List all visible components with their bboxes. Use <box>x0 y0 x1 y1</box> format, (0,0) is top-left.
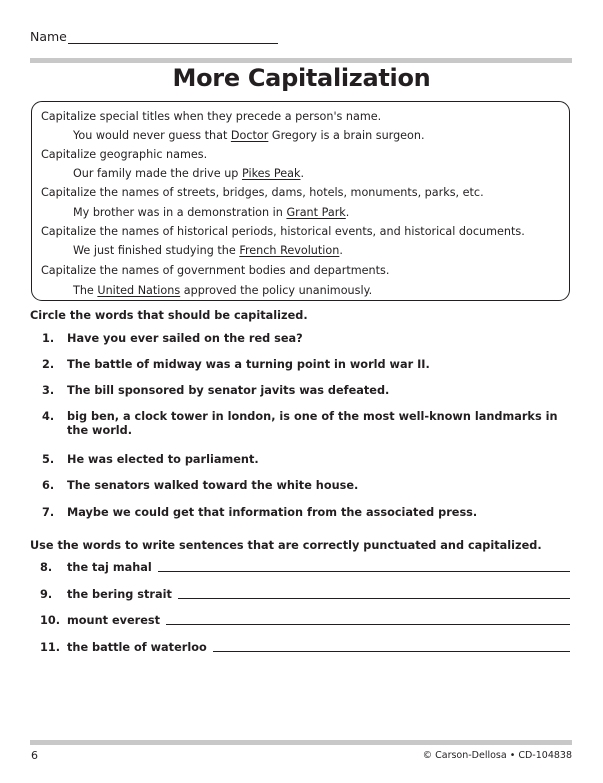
answer-blank-line[interactable] <box>213 650 570 652</box>
item-sentence[interactable]: He was elected to parliament. <box>67 453 259 466</box>
name-label: Name <box>30 29 67 44</box>
answer-blank-line[interactable] <box>178 597 570 599</box>
text-segment: Capitalize special titles when they precede a person's name. <box>41 110 382 123</box>
rule-text <box>41 110 381 123</box>
item-sentence[interactable]: Have you ever sailed on the red sea? <box>67 332 303 345</box>
text-segment: You would never guess that <box>73 129 231 142</box>
write-sentence-item <box>30 585 570 601</box>
item-sentence[interactable]: Maybe we could get that information from the associated press. <box>67 506 478 519</box>
section1-instruction: Circle the words that should be capitalized. <box>30 309 308 322</box>
write-sentence-item <box>30 558 570 574</box>
page-number: 6 <box>31 749 38 762</box>
item-sentence[interactable]: The senators walked toward the white house. <box>67 479 359 492</box>
item-number: 1. <box>42 332 55 345</box>
item-number: 7. <box>42 506 55 519</box>
bottom-divider <box>30 740 572 745</box>
section2-instruction: Use the words to write sentences that are correctly punctuated and capitalized. <box>30 539 542 552</box>
text-segment: The <box>73 284 98 297</box>
text-segment: Capitalize the names of historical periods, historical events, and historical documents. <box>41 225 525 238</box>
write-sentence-item <box>30 611 570 627</box>
prompt-words: mount everest <box>67 614 160 627</box>
text-segment: Our family made the drive up <box>73 167 242 180</box>
item-number: 3. <box>42 384 55 397</box>
item-number: 2. <box>42 358 55 371</box>
rule-text <box>41 264 389 277</box>
text-segment: approved the policy unanimously. <box>180 284 373 297</box>
prompt-words: the bering strait <box>67 588 172 601</box>
text-segment: We just finished studying the <box>73 244 240 257</box>
item-sentence[interactable]: The bill sponsored by senator javits was defeated. <box>67 384 390 397</box>
name-blank-line[interactable] <box>68 32 278 44</box>
rule-text <box>41 186 484 199</box>
page-title: More Capitalization <box>172 64 431 92</box>
underlined-example-word: French Revolution <box>239 244 340 257</box>
example-sentence <box>73 129 425 142</box>
item-number: 6. <box>42 479 55 492</box>
prompt-words: the battle of waterloo <box>67 641 207 654</box>
text-segment: . <box>300 167 305 180</box>
item-number: 9. <box>40 588 53 601</box>
text-segment: Capitalize geographic names. <box>41 148 208 161</box>
rule-text <box>41 225 525 238</box>
text-segment: . <box>339 244 343 257</box>
rules-box <box>31 101 570 301</box>
name-field <box>30 29 278 44</box>
item-sentence[interactable]: big ben, a clock tower in london, is one of the most well-known landmarks in the world. <box>67 410 558 437</box>
underlined-example-word: United Nations <box>97 284 181 297</box>
answer-blank-line[interactable] <box>158 570 570 572</box>
item-number: 4. <box>42 410 55 423</box>
text-segment: . <box>345 206 350 219</box>
item-number: 11. <box>40 641 61 654</box>
text-segment: Gregory is a brain surgeon. <box>268 129 425 142</box>
answer-blank-line[interactable] <box>166 623 570 625</box>
item-number: 10. <box>40 614 61 627</box>
item-sentence[interactable]: The battle of midway was a turning point in world war II. <box>67 358 430 371</box>
underlined-example-word: Doctor <box>230 129 269 142</box>
underlined-example-word: Grant Park <box>286 206 346 219</box>
text-segment: Capitalize the names of streets, bridges, dams, hotels, monuments, parks, etc. <box>41 186 484 199</box>
example-sentence <box>73 244 343 257</box>
copyright-credit: © Carson-Dellosa • CD-104838 <box>422 750 572 761</box>
item-number: 5. <box>42 453 55 466</box>
item-number: 8. <box>40 561 53 574</box>
write-sentence-item <box>30 638 570 654</box>
example-sentence <box>73 206 349 219</box>
underlined-example-word: Pikes Peak <box>241 167 301 180</box>
example-sentence <box>73 284 372 297</box>
prompt-words: the taj mahal <box>67 561 152 574</box>
text-segment: Capitalize the names of government bodies and departments. <box>41 264 390 277</box>
rule-text <box>41 148 207 161</box>
example-sentence <box>73 167 304 180</box>
top-divider <box>30 58 572 63</box>
text-segment: My brother was in a demonstration in <box>73 206 287 219</box>
